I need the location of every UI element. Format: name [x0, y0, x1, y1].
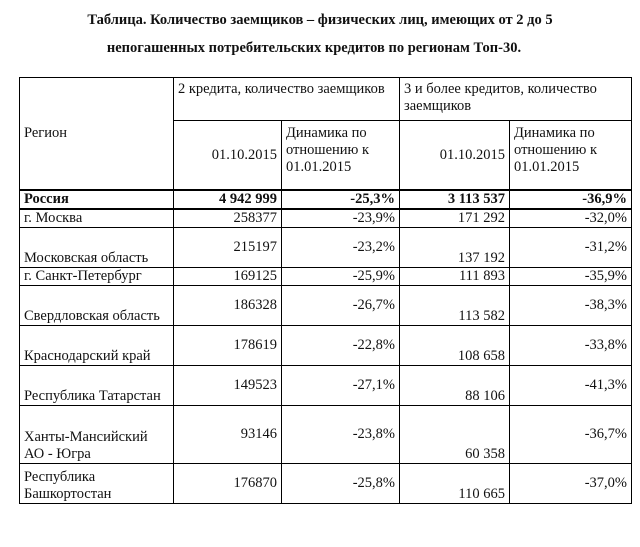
dynamics-3plus-credits: -37,0% — [510, 464, 632, 504]
count-3plus-credits: 171 292 — [400, 209, 510, 228]
table-row — [20, 464, 632, 504]
table-row — [20, 326, 632, 366]
dynamics-2-credits: -23,8% — [282, 406, 400, 464]
dynamics-3plus-credits: -36,9% — [510, 190, 632, 209]
count-3plus-credits: 3 113 537 — [400, 190, 510, 209]
count-2-credits: 149523 — [174, 366, 282, 406]
count-3plus-credits: 108 658 — [400, 326, 510, 366]
header-group-2-credits: 2 кредита, количество заемщиков — [174, 78, 400, 121]
dynamics-3plus-credits: -33,8% — [510, 326, 632, 366]
title-line-2: непогашенных потребительских кредитов по регионам Топ-30. — [106, 40, 522, 56]
dynamics-3plus-credits: -32,0% — [510, 209, 632, 228]
dynamics-2-credits: -23,2% — [282, 228, 400, 268]
region-cell: Россия — [20, 190, 174, 209]
header-dynamics-1: Динамика по отношению к 01.01.2015 — [282, 121, 400, 191]
count-3plus-credits: 110 665 — [400, 464, 510, 504]
count-2-credits: 186328 — [174, 286, 282, 326]
dynamics-3plus-credits: -35,9% — [510, 268, 632, 286]
dynamics-2-credits: -22,8% — [282, 326, 400, 366]
region-cell: Ханты-Мансийский АО - Югра — [20, 406, 174, 464]
count-2-credits: 215197 — [174, 228, 282, 268]
borrowers-table — [19, 77, 632, 504]
region-cell: Краснодарский край — [20, 326, 174, 366]
header-group-3plus-credits: 3 и более кредитов, количество заемщиков — [400, 78, 632, 121]
title-line-1: Таблица. Количество заемщиков – физических лиц, имеющих от 2 до 5 — [87, 12, 553, 28]
region-cell: г. Санкт-Петербург — [20, 268, 174, 286]
dynamics-3plus-credits: -36,7% — [510, 406, 632, 464]
dynamics-2-credits: -27,1% — [282, 366, 400, 406]
table-row — [20, 268, 632, 286]
dynamics-2-credits: -23,9% — [282, 209, 400, 228]
region-cell: Свердловская область — [20, 286, 174, 326]
header-region: Регион — [20, 78, 174, 191]
table-row — [20, 209, 632, 228]
table-title — [0, 6, 640, 62]
dynamics-2-credits: -25,3% — [282, 190, 400, 209]
table-row — [20, 406, 632, 464]
count-3plus-credits: 88 106 — [400, 366, 510, 406]
region-cell: г. Москва — [20, 209, 174, 228]
count-3plus-credits: 60 358 — [400, 406, 510, 464]
region-cell: Республика Татарстан — [20, 366, 174, 406]
header-date-1: 01.10.2015 — [174, 121, 282, 191]
count-2-credits: 93146 — [174, 406, 282, 464]
table-row — [20, 286, 632, 326]
count-2-credits: 169125 — [174, 268, 282, 286]
count-2-credits: 176870 — [174, 464, 282, 504]
header-date-2: 01.10.2015 — [400, 121, 510, 191]
dynamics-3plus-credits: -31,2% — [510, 228, 632, 268]
count-3plus-credits: 137 192 — [400, 228, 510, 268]
dynamics-2-credits: -26,7% — [282, 286, 400, 326]
header-dynamics-2: Динамика по отношению к 01.01.2015 — [510, 121, 632, 191]
dynamics-3plus-credits: -41,3% — [510, 366, 632, 406]
count-3plus-credits: 111 893 — [400, 268, 510, 286]
dynamics-2-credits: -25,8% — [282, 464, 400, 504]
region-cell: Московская область — [20, 228, 174, 268]
count-2-credits: 258377 — [174, 209, 282, 228]
count-3plus-credits: 113 582 — [400, 286, 510, 326]
table-row — [20, 228, 632, 268]
table-row — [20, 366, 632, 406]
dynamics-2-credits: -25,9% — [282, 268, 400, 286]
table-row — [20, 190, 632, 209]
region-cell: Республика Башкортостан — [20, 464, 174, 504]
count-2-credits: 178619 — [174, 326, 282, 366]
dynamics-3plus-credits: -38,3% — [510, 286, 632, 326]
count-2-credits: 4 942 999 — [174, 190, 282, 209]
